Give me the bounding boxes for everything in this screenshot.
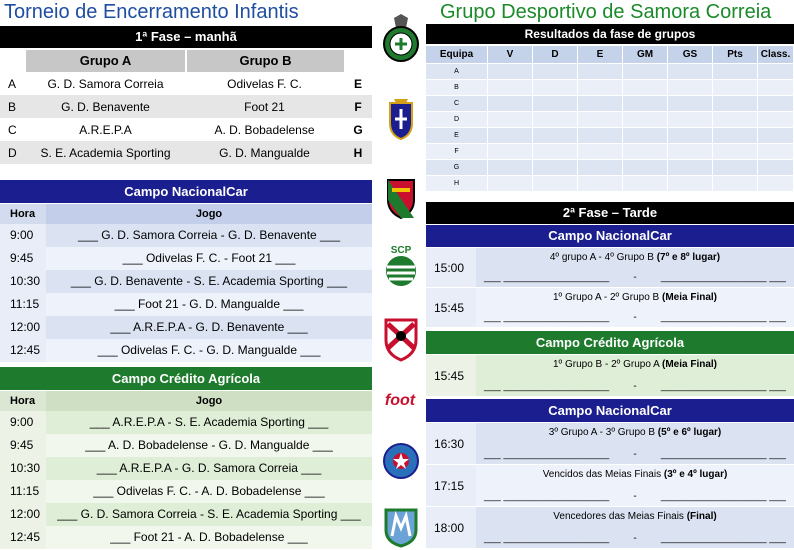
results-row: H (426, 175, 794, 191)
tournament-title: Torneio de Encerramento Infantis (4, 1, 299, 23)
match-row: 9:00 ___ G. D. Samora Correia - G. D. Benavente ___ (0, 224, 372, 247)
col-match-header: Jogo (46, 391, 372, 411)
results-title: Resultados da fase de grupos (426, 24, 794, 44)
group-row: C A.R.E.P.A A. D. Bobadelense G (8, 122, 363, 137)
field2-schedule (0, 391, 372, 549)
results-row: B (426, 79, 794, 95)
match-row: 12:45 ___ Foot 21 - A. D. Bobadelense ___ (0, 526, 372, 549)
col-match-header: Jogo (46, 204, 372, 224)
match-row: 9:00 ___ A.R.E.P.A - S. E. Academia Sporting ___ (0, 411, 372, 434)
results-row: E (426, 127, 794, 143)
samora-correia-crest-icon (382, 14, 420, 64)
phase1-title: 1ª Fase – manhã (0, 26, 372, 48)
match-row: 11:15 ___ Foot 21 - G. D. Mangualde ___ (0, 293, 372, 316)
mangualde-crest-icon (382, 506, 420, 548)
club-title: Grupo Desportivo de Samora Correia (440, 1, 772, 23)
foot21-logo: foot (384, 392, 416, 409)
phase2-field1-schedule (426, 248, 794, 327)
bobadelense-crest-icon (382, 442, 420, 480)
phase2-field3-title: Campo NacionalCar (426, 399, 794, 422)
benavente-crest-icon (382, 97, 420, 141)
phase2-field1-title: Campo NacionalCar (426, 225, 794, 247)
match-row: 10:30 ___ A.R.E.P.A - G. D. Samora Correia ___ (0, 457, 372, 480)
field2-title: Campo Crédito Agrícola (0, 367, 372, 390)
sporting-crest-icon (382, 243, 420, 289)
group-a-header: Grupo A (26, 50, 185, 72)
group-row: A G. D. Samora Correia Odivelas F. C. E (8, 76, 362, 91)
match-row: 17:15 Vencidos das Meias Finais (3º e 4º lugar) ___ ___________________ - ___________________ ___ (426, 464, 794, 506)
phase2-field2-title: Campo Crédito Agrícola (426, 331, 794, 354)
arepa-crest-icon (382, 176, 420, 220)
results-row: G (426, 159, 794, 175)
results-header-row: Equipa V D E GM GS Pts Class. (426, 46, 794, 63)
results-row: F (426, 143, 794, 159)
group-b-header: Grupo B (187, 50, 344, 72)
scp-logo-text: SCP (390, 245, 412, 256)
groups-table (0, 50, 372, 164)
odivelas-crest-icon (382, 316, 420, 362)
group-row: B G. D. Benavente Foot 21 F (0, 95, 372, 118)
results-row: D (426, 111, 794, 127)
match-row: 9:45 ___ Odivelas F. C. - Foot 21 ___ (0, 247, 372, 270)
match-row: 18:00 Vencedores das Meias Finais (Final) ___ ___________________ - ___________________ ___ (426, 506, 794, 548)
phase2-field2-schedule (426, 355, 794, 396)
match-row: 15:45 1º Grupo A - 2º Grupo B (Meia Final) ___ ___________________ - ___________________ ___ (426, 287, 794, 327)
phase2-title: 2ª Fase – Tarde (426, 202, 794, 224)
match-row: 10:30 ___ G. D. Benavente - S. E. Academia Sporting ___ (0, 270, 372, 293)
match-row: 12:00 ___ A.R.E.P.A - G. D. Benavente ___ (0, 316, 372, 339)
group-row: D S. E. Academia Sporting G. D. Mangualde H (0, 141, 372, 164)
match-row: 16:30 3º Grupo A - 3º Grupo B (5º e 6º lugar) ___ ___________________ - ___________________ ___ (426, 423, 794, 464)
match-row: 11:15 ___ Odivelas F. C. - A. D. Bobadelense ___ (0, 480, 372, 503)
results-row: C (426, 95, 794, 111)
match-row: 12:00 ___ G. D. Samora Correia - S. E. Academia Sporting ___ (0, 503, 372, 526)
match-row: 15:00 4º grupo A - 4º Grupo B (7º e 8º lugar) ___ ___________________ - ___________________ ___ (426, 248, 794, 287)
field1-schedule (0, 204, 372, 362)
match-row: 15:45 1º Grupo B - 2º Grupo A (Meia Final) ___ ___________________ - ___________________ ___ (426, 355, 794, 396)
match-row: 12:45 ___ Odivelas F. C. - G. D. Mangualde ___ (0, 339, 372, 362)
col-time-header: Hora (0, 391, 46, 411)
phase2-field3-schedule (426, 423, 794, 548)
results-row: A (426, 63, 794, 79)
match-row: 9:45 ___ A. D. Bobadelense - G. D. Mangualde ___ (0, 434, 372, 457)
results-table (426, 46, 794, 191)
field1-title: Campo NacionalCar (0, 180, 372, 203)
col-time-header: Hora (0, 204, 46, 224)
